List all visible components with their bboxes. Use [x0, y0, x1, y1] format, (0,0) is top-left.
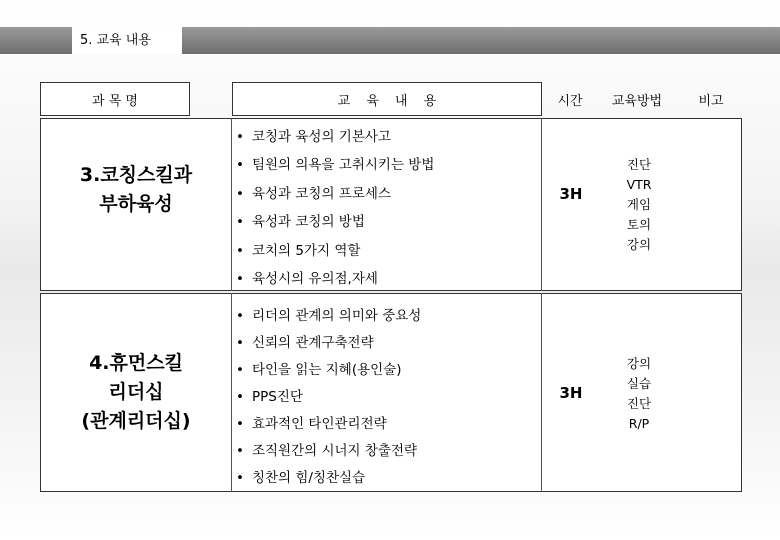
- method-item: R/P: [628, 416, 650, 431]
- method-list: [607, 155, 671, 255]
- hours-value: 3H: [559, 185, 583, 203]
- section-title: 5. 교육 내용: [72, 27, 182, 54]
- course-name-line: 3.코칭스킬과: [79, 164, 193, 186]
- content-item: • 코칭과 육성의 기본사고: [236, 125, 391, 145]
- header-note: [680, 82, 742, 116]
- course-name: [41, 349, 231, 436]
- method-item: 강의: [626, 237, 652, 252]
- course-name-line: 4.휴먼스킬: [89, 352, 183, 374]
- content-item: • 리더의 관계의 의미와 중요성: [236, 304, 421, 324]
- content-item: • 칭찬의 힘/칭찬실습: [236, 466, 365, 486]
- content-item: • 코치의 5가지 역할: [236, 239, 360, 259]
- content-item: • 효과적인 타인관리전략: [236, 412, 387, 432]
- method-item: 토의: [626, 217, 652, 232]
- hours-value: 3H: [559, 384, 583, 402]
- header-method: [604, 82, 670, 116]
- method-item: 진단: [626, 396, 652, 411]
- header-hours: [542, 82, 598, 116]
- method-list: [607, 354, 671, 434]
- header-course-label: 과 목 명: [92, 93, 138, 109]
- content-item: • 육성과 코칭의 방법: [236, 210, 365, 230]
- header-method-label: 교육방법: [611, 93, 663, 109]
- header-content-label: 교 육 내 용: [337, 93, 437, 109]
- method-item: VTR: [626, 177, 652, 192]
- content-item: • 타인을 읽는 지혜(용인술): [236, 358, 402, 378]
- table-row: [40, 293, 742, 492]
- course-name-line: 리더십: [108, 381, 164, 403]
- header-course: [40, 82, 190, 116]
- course-name: [41, 161, 231, 219]
- header-hours-label: 시간: [557, 93, 583, 109]
- course-name-line: (관계리더십): [81, 410, 191, 432]
- method-item: 게임: [626, 197, 652, 212]
- method-item: 실습: [626, 376, 652, 391]
- content-item: • 신뢰의 관계구축전략: [236, 331, 374, 351]
- content-item: • PPS진단: [236, 385, 303, 405]
- content-item: • 육성시의 유의점,자세: [236, 267, 378, 287]
- course-name-line: 부하육성: [99, 193, 173, 215]
- header-content: [232, 82, 542, 116]
- table-row: [40, 118, 742, 291]
- method-item: 강의: [626, 356, 652, 371]
- content-item: • 육성과 코칭의 프로세스: [236, 182, 391, 202]
- header-note-label: 비고: [698, 93, 724, 109]
- content-item: • 조직원간의 시너지 창출전략: [236, 439, 417, 459]
- content-item: • 팀원의 의욕을 고취시키는 방법: [236, 153, 434, 173]
- method-item: 진단: [626, 157, 652, 172]
